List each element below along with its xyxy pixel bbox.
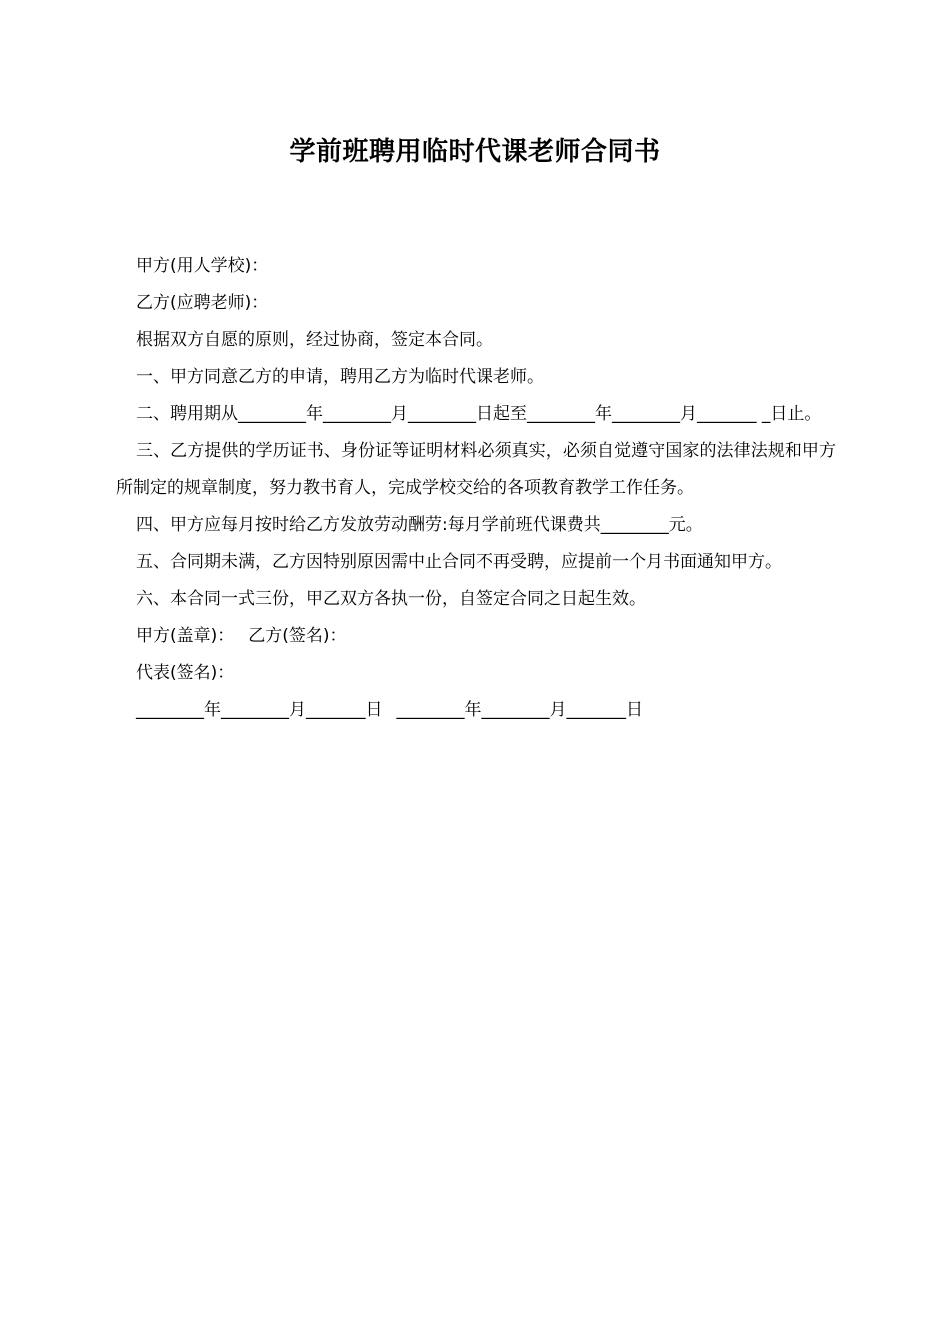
document-title: 学前班聘用临时代课老师合同书 [289, 137, 661, 167]
clause-6: 六、本合同一式三份，甲乙双方各执一份，自签定合同之日起生效。 [136, 589, 646, 609]
party-b-line: 乙方(应聘老师)： [136, 293, 269, 313]
party-b-sign-label: 乙方(签名)： [248, 626, 347, 646]
intro-paragraph: 根据双方自愿的原则，经过协商，签定本合同。 [136, 330, 493, 350]
clause-3: 三、乙方提供的学历证书、身份证等证明材料必须真实，必须自觉遵守国家的法律法规和甲方所制定的规章制度，努力教书育人，完成学校交给的各项教育教学工作任务。 [116, 441, 836, 498]
date-party-a: ________年________月_______日 [136, 700, 383, 720]
representative-line: 代表(签名)： [136, 663, 235, 683]
party-a-line: 甲方(用人学校)： [136, 256, 269, 276]
document-body [116, 248, 836, 729]
clause-5: 五、合同期未满，乙方因特别原因需中止合同不再受聘，应提前一个月书面通知甲方。 [136, 552, 782, 572]
clause-1: 一、甲方同意乙方的申请，聘用乙方为临时代课老师。 [136, 367, 544, 387]
date-party-b: ________年________月_______日 [396, 700, 643, 720]
date-row [116, 692, 836, 729]
signature-row [116, 618, 836, 655]
clause-4: 四、甲方应每月按时给乙方发放劳动酬劳:每月学前班代课费共________元。 [136, 515, 703, 535]
party-a-seal-label: 甲方(盖章)： [136, 626, 235, 646]
clause-2: 二、聘用期从________年________月________日起至________年________月_______ _日止。 [136, 404, 822, 424]
